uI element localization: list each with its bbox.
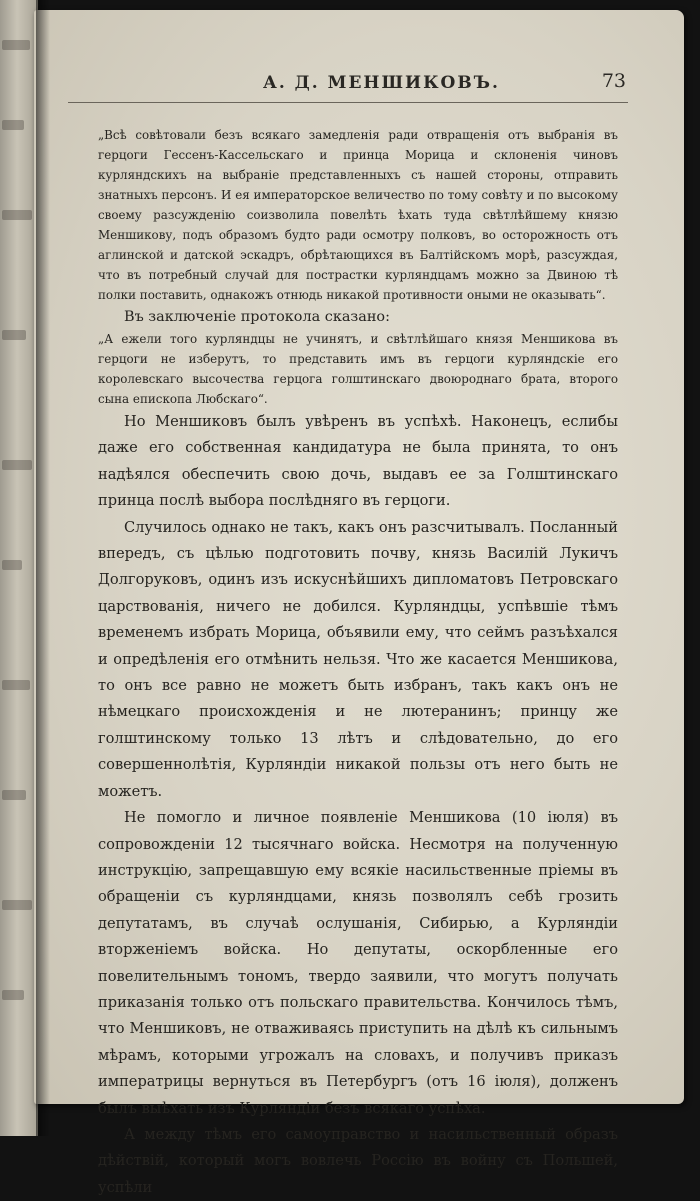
body-paragraph: А между тѣмъ его самоуправство и насильственный образъ дѣйствій, который могъ вовлечь Россію въ войну съ Польшей, успѣли bbox=[98, 1125, 618, 1196]
page-header-title: А. Д. МЕНШИКОВЪ. bbox=[263, 73, 500, 93]
page-number: 73 bbox=[601, 70, 626, 92]
book-gutter-shadow bbox=[36, 0, 50, 1136]
body-paragraph: Но Меншиковъ былъ увѣренъ въ успѣхѣ. Наконецъ, еслибы даже его собственная кандидатура не была принята, то онъ надѣялся обеспечить свою дочь, выдавъ ее за Голштинскаго принца послѣ выбора послѣдняго въ герцоги. bbox=[98, 413, 618, 510]
book-page bbox=[34, 10, 684, 1196]
quote-paragraph: „А ежели того курляндцы не учинятъ, и свѣтлѣйшаго князя Меншикова въ герцоги не изберутъ, то представить имъ въ герцоги курляндскіе его королевскаго высочества герцога голштинскаго двоюроднаго брата, второго сына епископа Любскаго“. bbox=[98, 332, 618, 406]
page-body-text bbox=[98, 125, 618, 1201]
body-paragraph: Случилось однако не такъ, какъ онъ разсчитывалъ. Посланный впередъ, съ цѣлью подготовить почву, князь Василій Лукичъ Долгоруковъ, одинъ изъ искуснѣйшихъ дипломатовъ Петровскаго царствованія, ничего не добился. Курляндцы, успѣвшіе тѣмъ временемъ избрать Морица, объявили ему, что сеймъ разъѣхался и опредѣленія его отмѣнить нельзя. Что же касается Меншикова, то онъ все равно не можетъ быть избранъ, такъ какъ онъ не нѣмецкаго происхожденія и не лютеранинъ; принцу же голштинскому только 13 лѣтъ и слѣдовательно, до его совершеннолѣтія, Курляндіи никакой пользы отъ него быть не можетъ. bbox=[98, 518, 618, 800]
previous-page-edge bbox=[0, 0, 38, 1136]
body-paragraph: Въ заключеніе протокола сказано: bbox=[124, 309, 390, 325]
quote-paragraph: „Всѣ совѣтовали безъ всякаго замедленія ради отвращенія отъ выбранія въ герцоги Гессенъ-Кассельскаго и принца Морица и склоненія чиновъ курляндскихъ на выбраніе представленныхъ съ нашей стороны, отправить знатныхъ персонъ. И ея императорское величество по тому совѣту и по высокому своему разсужденію соизволила повелѣть ѣхать туда свѣтлѣйшему князю Меншикову, подъ образомъ будто ради осмотру полковъ, во осторожность отъ аглинской и датской эскадръ, обрѣтающихся въ Балтійскомъ морѣ, разсуждая, что въ потребный случай для пострастки курляндцамъ можно за Двиною тѣ полки поставить, однакожъ отнюдь никакой противности оными не оказывать“. bbox=[98, 128, 618, 302]
body-paragraph: Не помогло и личное появленіе Меншикова (10 іюля) въ сопровожденіи 12 тысячнаго войска. Несмотря на полученную инструкцію, запрещавшую ему всякіе насильственные пріемы въ обращеніи съ курляндцами, князь позволялъ себѣ грозить депутатамъ, въ случаѣ ослушанія, Сибирью, а Курляндіи вторженіемъ войска. Но депутаты, оскорбленные его повелительнымъ тономъ, твердо заявили, что могутъ получать приказанія только отъ польскаго правительства. Кончилось тѣмъ, что Меншиковъ, не отваживаясь приступить на дѣлѣ къ сильнымъ мѣрамъ, которыми угрожалъ на словахъ, и получивъ приказъ императрицы вернуться въ Петербургъ (отъ 16 іюля), долженъ былъ выѣхать изъ Курляндіи безъ всякаго успѣха. bbox=[98, 809, 618, 1117]
running-head bbox=[68, 62, 628, 103]
